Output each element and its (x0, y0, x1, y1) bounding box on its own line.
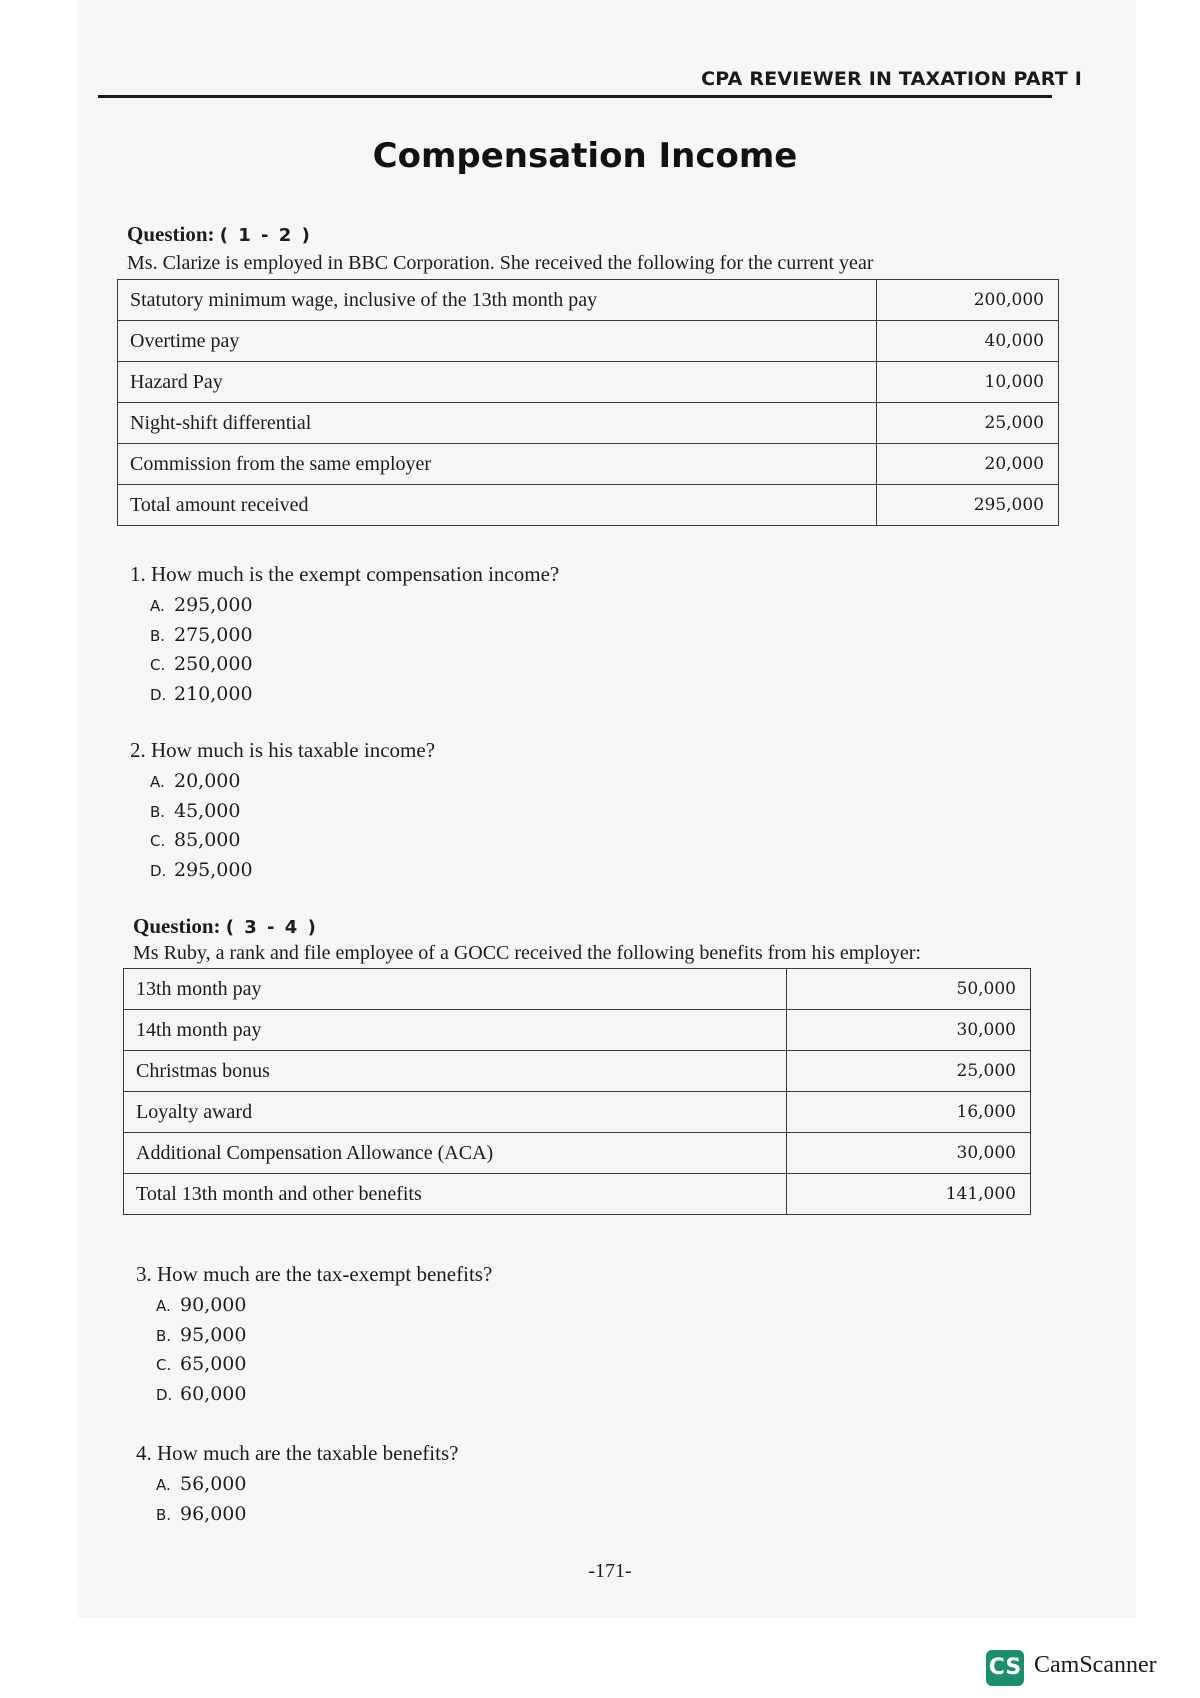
option-value: 90,000 (180, 1294, 247, 1316)
table-row (118, 362, 1059, 403)
option (150, 770, 253, 800)
question-4-options (156, 1473, 246, 1532)
question-3: 3. How much are the tax-exempt benefits? (136, 1262, 493, 1286)
option-letter: D. (156, 1385, 173, 1404)
table-row-total (124, 1174, 1031, 1215)
row-item: 13th month pay (124, 969, 787, 1010)
option-value: 56,000 (180, 1473, 247, 1495)
option-letter: C. (150, 832, 166, 850)
option-value: 95,000 (180, 1323, 247, 1346)
row-item: Night-shift differential (118, 403, 877, 444)
option-value: 210,000 (174, 682, 253, 705)
row-item: Loyalty award (124, 1092, 787, 1133)
table-row (124, 1010, 1031, 1051)
option (150, 653, 253, 683)
option-value: 250,000 (174, 653, 253, 675)
option-value: 65,000 (180, 1353, 247, 1375)
option (156, 1383, 246, 1413)
option (156, 1324, 246, 1354)
row-amount: 30,000 (787, 1010, 1031, 1051)
row-amount: 50,000 (787, 969, 1031, 1010)
option (156, 1353, 246, 1383)
question-2: 2. How much is his taxable income? (130, 738, 436, 762)
row-item: Hazard Pay (118, 362, 877, 403)
option (156, 1503, 246, 1533)
option-letter: A. (156, 1297, 171, 1315)
option-letter: D. (150, 685, 167, 704)
table-row (124, 1092, 1031, 1133)
option-value: 85,000 (174, 829, 241, 851)
section2-label: Question: (133, 914, 221, 938)
row-amount: 30,000 (787, 1133, 1031, 1174)
option-letter: D. (150, 861, 167, 880)
option (150, 800, 253, 830)
option-value: 96,000 (180, 1502, 247, 1525)
camscanner-logo-icon: CS (986, 1650, 1024, 1686)
table-row (124, 969, 1031, 1010)
row-amount: 25,000 (877, 403, 1059, 444)
question-1-options (150, 594, 253, 712)
row-amount: 25,000 (787, 1051, 1031, 1092)
option-value: 295,000 (174, 858, 253, 881)
option (156, 1294, 246, 1324)
option-letter: B. (156, 1326, 172, 1345)
option-letter: B. (150, 802, 166, 821)
question-1: 1. How much is the exempt compensation income? (130, 562, 560, 586)
page-title: Compensation Income (372, 136, 798, 176)
option-letter: C. (150, 656, 166, 674)
header-rule (98, 95, 1052, 98)
option-letter: A. (150, 597, 165, 615)
option-letter: B. (156, 1505, 172, 1524)
table-row (118, 280, 1059, 321)
row-amount: 10,000 (877, 362, 1059, 403)
row-item: Overtime pay (118, 321, 877, 362)
section2-heading (133, 914, 318, 939)
option (150, 594, 253, 624)
question-4: 4. How much are the taxable benefits? (136, 1441, 459, 1465)
option (156, 1473, 246, 1503)
row-item: Statutory minimum wage, inclusive of the 13th month pay (118, 280, 877, 321)
table-row (118, 403, 1059, 444)
table-row (118, 321, 1059, 362)
option-letter: C. (156, 1356, 172, 1374)
section2-intro: Ms Ruby, a rank and file employee of a GOCC received the following benefits from his employer: (133, 942, 921, 964)
running-header: CPA REVIEWER IN TAXATION PART I (701, 68, 1082, 90)
option-value: 60,000 (180, 1382, 247, 1405)
option (150, 859, 253, 889)
section2-table (123, 968, 1031, 1215)
question-3-options (156, 1294, 246, 1412)
row-item: 14th month pay (124, 1010, 787, 1051)
section1-heading (127, 222, 312, 247)
option (150, 683, 253, 713)
option-value: 45,000 (174, 799, 241, 822)
table-row (118, 444, 1059, 485)
option (150, 624, 253, 654)
row-item: Total 13th month and other benefits (124, 1174, 787, 1215)
option-letter: A. (156, 1476, 171, 1494)
row-item: Christmas bonus (124, 1051, 787, 1092)
page-number: -171- (588, 1560, 632, 1582)
option-letter: A. (150, 773, 165, 791)
section1-table (117, 279, 1059, 526)
option-value: 295,000 (174, 594, 253, 616)
row-item: Total amount received (118, 485, 877, 526)
row-amount: 20,000 (877, 444, 1059, 485)
row-item: Additional Compensation Allowance (ACA) (124, 1133, 787, 1174)
row-amount: 295,000 (877, 485, 1059, 526)
table-row-total (118, 485, 1059, 526)
option-letter: B. (150, 626, 166, 645)
row-amount: 16,000 (787, 1092, 1031, 1133)
table-row (124, 1133, 1031, 1174)
section1-intro: Ms. Clarize is employed in BBC Corporation. She received the following for the current year (127, 252, 874, 274)
option-value: 275,000 (174, 623, 253, 646)
camscanner-brand: CamScanner (1034, 1652, 1157, 1678)
option-value: 20,000 (174, 770, 241, 792)
section2-range: ( 3 - 4 ) (225, 917, 318, 938)
table-row (124, 1051, 1031, 1092)
row-amount: 200,000 (877, 280, 1059, 321)
option (150, 829, 253, 859)
section1-range: ( 1 - 2 ) (219, 225, 312, 246)
question-2-options (150, 770, 253, 888)
row-amount: 141,000 (787, 1174, 1031, 1215)
section1-label: Question: (127, 222, 215, 246)
row-amount: 40,000 (877, 321, 1059, 362)
row-item: Commission from the same employer (118, 444, 877, 485)
